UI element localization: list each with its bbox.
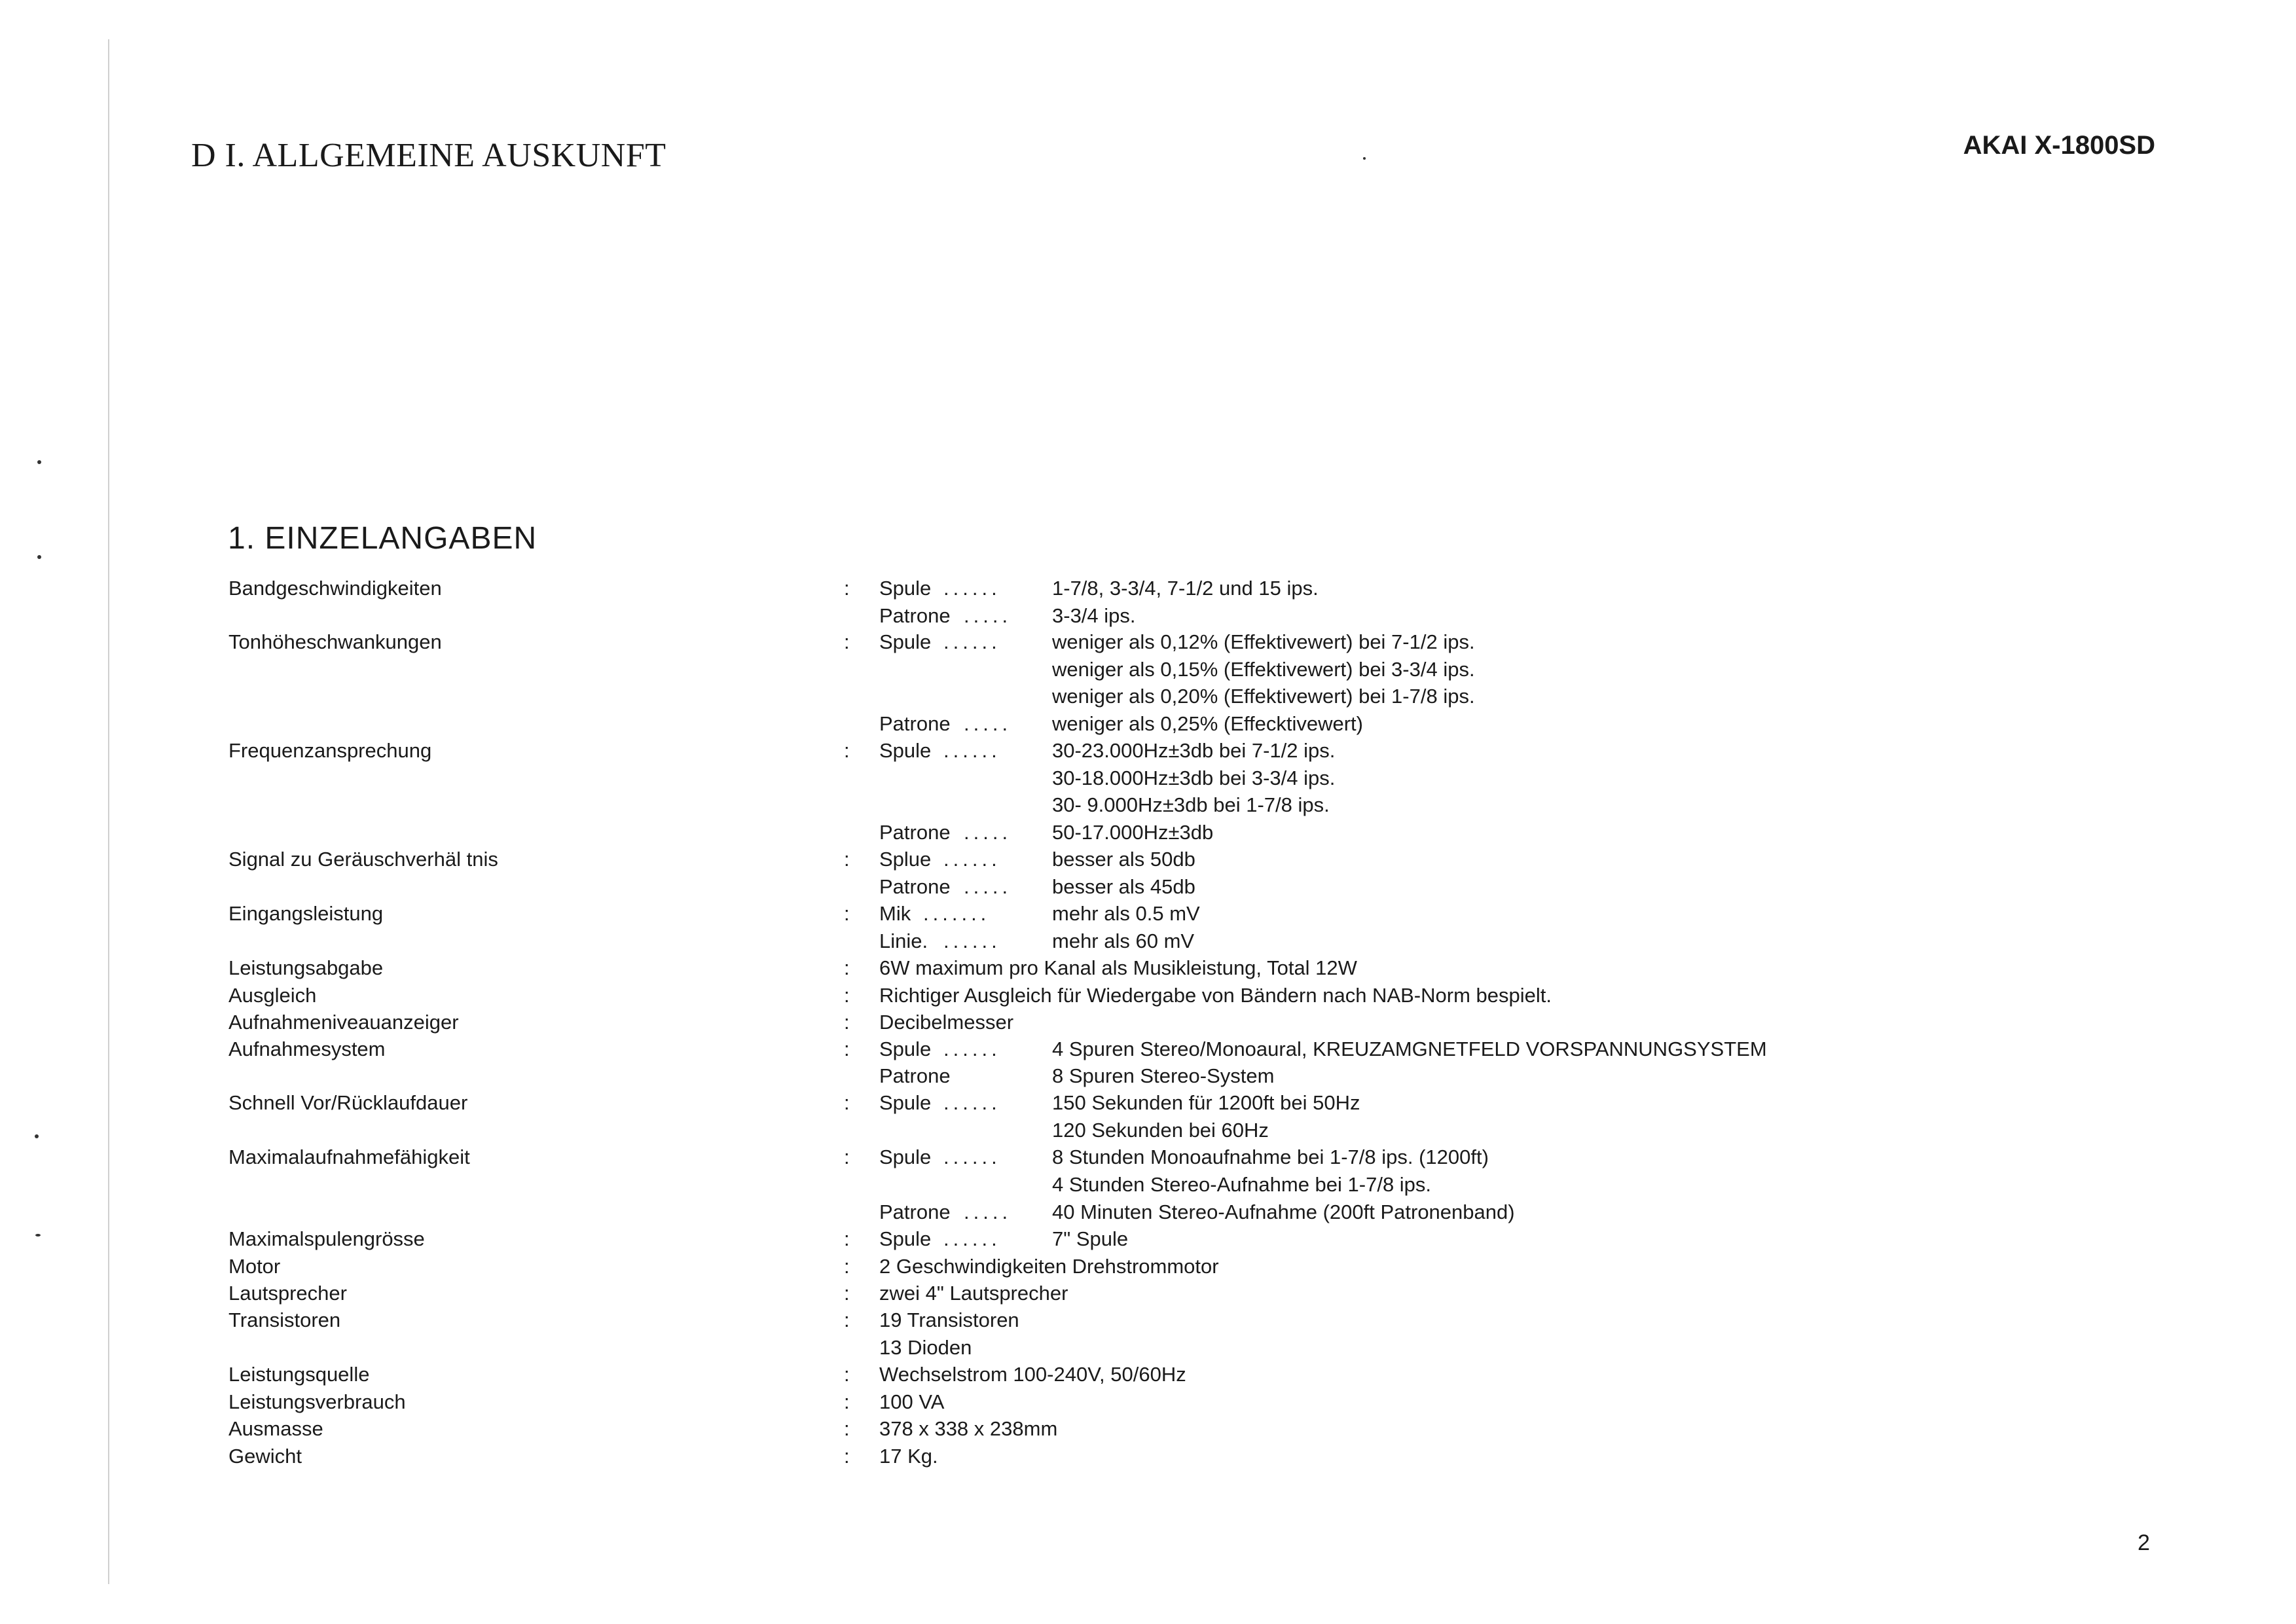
- spec-value: mehr als 0.5 mV: [1052, 902, 1200, 925]
- spec-value: weniger als 0,12% (Effektivewert) bei 7-1/2 ips.: [1052, 630, 1475, 653]
- spec-subtype: Spule: [879, 1091, 932, 1114]
- spec-colon: :: [844, 956, 850, 979]
- spec-subtype: Spule: [879, 1038, 932, 1060]
- spec-subtype: Splue: [879, 848, 932, 871]
- spec-subtype: Patrone: [879, 875, 951, 898]
- spec-subtype: Wechselstrom 100-240V, 50/60Hz: [879, 1363, 1186, 1386]
- spec-leader-dots: ......: [943, 630, 1001, 653]
- spec-colon: :: [844, 1146, 850, 1168]
- spec-label: Signal zu Geräuschverhäl tnis: [228, 848, 498, 871]
- spec-subtype: Patrone: [879, 821, 951, 844]
- spec-value: 4 Spuren Stereo/Monoaural, KREUZAMGNETFELD VORSPANNUNGSYSTEM: [1052, 1038, 1767, 1060]
- spec-value: 8 Spuren Stereo-System: [1052, 1064, 1275, 1087]
- spec-value: 3-3/4 ips.: [1052, 604, 1136, 627]
- spec-value: besser als 50db: [1052, 848, 1195, 871]
- spec-colon: :: [844, 1011, 850, 1034]
- spec-leader-dots: ......: [943, 1038, 1001, 1060]
- spec-subtype: Spule: [879, 630, 932, 653]
- spec-subtype: Spule: [879, 577, 932, 600]
- spec-colon: :: [844, 1417, 850, 1440]
- spec-colon: :: [844, 1255, 850, 1278]
- spec-label: Transistoren: [228, 1308, 341, 1331]
- model-name: AKAI X-1800SD: [1963, 131, 2155, 160]
- spec-leader-dots: .......: [923, 902, 991, 925]
- spec-subtype: Decibelmesser: [879, 1011, 1014, 1034]
- spec-subtype: Spule: [879, 1227, 932, 1250]
- section-heading: 1. EINZELANGABEN: [228, 521, 538, 556]
- spec-leader-dots: ......: [943, 1091, 1001, 1114]
- spec-value: 40 Minuten Stereo-Aufnahme (200ft Patronenband): [1052, 1200, 1515, 1223]
- spec-label: Ausgleich: [228, 984, 317, 1007]
- spec-label: Gewicht: [228, 1445, 302, 1468]
- scan-speck: [37, 460, 41, 464]
- spec-value: 50-17.000Hz±3db: [1052, 821, 1214, 844]
- spec-subtype: 6W maximum pro Kanal als Musikleistung, Total 12W: [879, 956, 1357, 979]
- spec-label: Eingangsleistung: [228, 902, 384, 925]
- spec-subtype: Patrone: [879, 1200, 951, 1223]
- spec-label: Frequenzansprechung: [228, 739, 432, 762]
- spec-leader-dots: .....: [964, 712, 1012, 735]
- spec-colon: :: [844, 902, 850, 925]
- page-number: 2: [2138, 1530, 2150, 1555]
- spec-label: Ausmasse: [228, 1417, 323, 1440]
- spec-label: Maximalspulengrösse: [228, 1227, 425, 1250]
- spec-subtype: 100 VA: [879, 1390, 945, 1413]
- spec-label: Lautsprecher: [228, 1282, 347, 1305]
- scan-speck: [1363, 157, 1366, 160]
- spec-colon: :: [844, 1227, 850, 1250]
- spec-leader-dots: .....: [964, 821, 1012, 844]
- spec-value: 30-23.000Hz±3db bei 7-1/2 ips.: [1052, 739, 1336, 762]
- spec-value: 8 Stunden Monoaufnahme bei 1-7/8 ips. (1200ft): [1052, 1146, 1489, 1168]
- spec-colon: :: [844, 1445, 850, 1468]
- spec-value: 30- 9.000Hz±3db bei 1-7/8 ips.: [1052, 793, 1330, 816]
- spec-value: 120 Sekunden bei 60Hz: [1052, 1119, 1269, 1142]
- scan-speck: [35, 1234, 41, 1236]
- spec-subtype: zwei 4" Lautsprecher: [879, 1282, 1068, 1305]
- spec-subtype: Patrone: [879, 1064, 951, 1087]
- spec-subtype: Patrone: [879, 712, 951, 735]
- spec-leader-dots: .....: [964, 875, 1012, 898]
- spec-label: Leistungsquelle: [228, 1363, 370, 1386]
- spec-subtype: 13 Dioden: [879, 1336, 972, 1359]
- spec-leader-dots: ......: [943, 739, 1001, 762]
- spec-subtype: Spule: [879, 1146, 932, 1168]
- spec-leader-dots: .....: [964, 604, 1012, 627]
- spec-colon: :: [844, 984, 850, 1007]
- spec-label: Leistungsabgabe: [228, 956, 384, 979]
- spec-colon: :: [844, 1091, 850, 1114]
- spec-colon: :: [844, 1390, 850, 1413]
- spec-value: weniger als 0,15% (Effektivewert) bei 3-3/4 ips.: [1052, 658, 1475, 681]
- scan-edge-line: [108, 39, 109, 1584]
- scan-speck: [35, 1134, 39, 1138]
- spec-subtype: Linie.: [879, 929, 928, 952]
- spec-label: Maximalaufnahmefähigkeit: [228, 1146, 470, 1168]
- spec-value: besser als 45db: [1052, 875, 1195, 898]
- spec-label: Aufnahmesystem: [228, 1038, 386, 1060]
- spec-leader-dots: ......: [943, 577, 1001, 600]
- spec-leader-dots: .....: [964, 1200, 1012, 1223]
- spec-subtype: Patrone: [879, 604, 951, 627]
- spec-value: weniger als 0,20% (Effektivewert) bei 1-7/8 ips.: [1052, 685, 1475, 708]
- spec-leader-dots: ......: [943, 1146, 1001, 1168]
- spec-subtype: 17 Kg.: [879, 1445, 938, 1468]
- spec-label: Schnell Vor/Rücklaufdauer: [228, 1091, 468, 1114]
- spec-label: Motor: [228, 1255, 281, 1278]
- spec-subtype: Spule: [879, 739, 932, 762]
- spec-subtype: 378 x 338 x 238mm: [879, 1417, 1058, 1440]
- scan-speck: [37, 555, 41, 559]
- spec-colon: :: [844, 630, 850, 653]
- spec-label: Leistungsverbrauch: [228, 1390, 406, 1413]
- spec-colon: :: [844, 577, 850, 600]
- spec-leader-dots: ......: [943, 929, 1001, 952]
- spec-label: Tonhöheschwankungen: [228, 630, 442, 653]
- spec-value: 1-7/8, 3-3/4, 7-1/2 und 15 ips.: [1052, 577, 1319, 600]
- spec-colon: :: [844, 1282, 850, 1305]
- spec-subtype: 19 Transistoren: [879, 1308, 1019, 1331]
- spec-colon: :: [844, 1308, 850, 1331]
- spec-colon: :: [844, 1038, 850, 1060]
- spec-colon: :: [844, 848, 850, 871]
- spec-value: mehr als 60 mV: [1052, 929, 1195, 952]
- spec-label: Aufnahmeniveauanzeiger: [228, 1011, 459, 1034]
- spec-value: 30-18.000Hz±3db bei 3-3/4 ips.: [1052, 767, 1336, 789]
- spec-value: 150 Sekunden für 1200ft bei 50Hz: [1052, 1091, 1360, 1114]
- page-title: D I. ALLGEMEINE AUSKUNFT: [191, 137, 666, 174]
- spec-value: 7" Spule: [1052, 1227, 1129, 1250]
- spec-value: 4 Stunden Stereo-Aufnahme bei 1-7/8 ips.: [1052, 1173, 1432, 1196]
- spec-label: Bandgeschwindigkeiten: [228, 577, 442, 600]
- spec-colon: :: [844, 1363, 850, 1386]
- spec-leader-dots: ......: [943, 1227, 1001, 1250]
- spec-leader-dots: ......: [943, 848, 1001, 871]
- spec-value: weniger als 0,25% (Effecktivewert): [1052, 712, 1363, 735]
- spec-subtype: Richtiger Ausgleich für Wiedergabe von Bändern nach NAB-Norm bespielt.: [879, 984, 1552, 1007]
- spec-colon: :: [844, 739, 850, 762]
- spec-subtype: Mik: [879, 902, 911, 925]
- spec-subtype: 2 Geschwindigkeiten Drehstrommotor: [879, 1255, 1219, 1278]
